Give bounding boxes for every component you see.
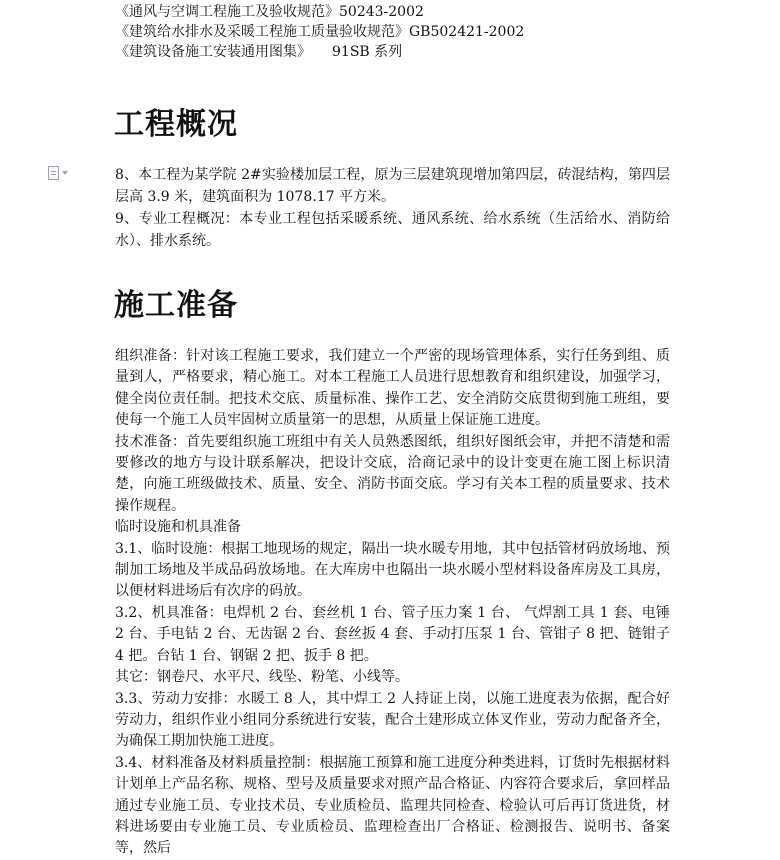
paragraph: 3.3、劳动力安排：水暖工 8 人，其中焊工 2 人持证上岗，以施工进度表为依据，配合好劳动力，组织作业小组同分系统进行安装，配合土建形成立体叉作业，劳动力配备齐全，为确保工期加快施工进度。 — [115, 690, 670, 750]
reference-list — [115, 2, 675, 62]
reference-line: 《建筑设备施工安装通用图集》 91SB 系列 — [115, 44, 403, 60]
heading-project-overview: 工程概况 — [114, 107, 238, 142]
paragraph: 9、专业工程概况：本专业工程包括采暖系统、通风系统、给水系统（生活给水、消防给水）、排水系统。 — [115, 211, 670, 249]
paragraph: 技术准备：首先要组织施工班组中有关人员熟悉图纸，组织好图纸会审，并把不清楚和需要修改的地方与设计联系解决，把设计交底，洽商记录中的设计变更在施工图上标识清楚，向施工班级做技术、质量、安全、消防书面交底。学习有关本工程的质量要求、技术操作规程。 — [115, 433, 670, 514]
reference-line: 《通风与空调工程施工及验收规范》50243-2002 — [115, 4, 424, 20]
preparation-body — [115, 346, 670, 860]
paragraph: 其它：钢卷尺、水平尺、线坠、粉笔、小线等。 — [115, 669, 409, 686]
paragraph: 3.1、临时设施：根据工地现场的规定，隔出一块水暖专用地，其中包括管材码放场地、预制加工场地及半成品码放场地。在大库房中也隔出一块水暖小型材料设备库房及工具房，以便材料进场后有次序的码放。 — [115, 540, 670, 600]
overview-body — [115, 164, 670, 252]
paragraph: 临时设施和机具准备 — [115, 519, 241, 536]
paragraph: 3.4、材料准备及材料质量控制：根据施工预算和施工进度分种类进料，订货时先根据材料计划单上产品名称、规格、型号及质量要求对照产品合格证、内容符合要求后，拿回样品通过专业施工员、专业技术员、专业质检员、监理共同检查、检验认可后再订货进货，材料进场要由专业施工员、专业质检员、监理检查出厂合格证、检测报告、说明书、备案等，然后 — [115, 754, 670, 857]
paragraph: 3.2、机具准备：电焊机 2 台、套丝机 1 台、管子压力案 1 台、 气焊割工具 1 套、电锤 2 台、手电钻 2 台、无齿锯 2 台、套丝扳 4 套、手动打压泵 1 台、管钳子 8 把、链钳子 4 把。台钻 1 台、钢锯 2 把、扳手 8 把。 — [115, 604, 670, 664]
chevron-down-icon — [62, 171, 68, 175]
paragraph: 8、本工程为某学院 2#实验楼加层工程，原为三层建筑现增加第四层，砖混结构，第四层层高 3.9 米，建筑面积为 1078.17 平方米。 — [115, 167, 670, 205]
document-icon[interactable] — [48, 165, 76, 181]
page-sheet-icon — [48, 166, 59, 180]
paragraph: 组织准备：针对该工程施工要求，我们建立一个严密的现场管理体系，实行任务到组、质量到人，严格要求，精心施工。对本工程施工人员进行思想教育和组织建设，加强学习，健全岗位责任制。把技术交底、质量标准、操作工艺、安全消防交底贯彻到施工班组，要使每一个施工人员牢固树立质量第一的思想，从质量上保证施工进度。 — [115, 348, 670, 429]
reference-line: 《建筑给水排水及采暖工程施工质量验收规范》GB502421-2002 — [115, 24, 525, 40]
heading-construction-preparation: 施工准备 — [114, 288, 238, 323]
